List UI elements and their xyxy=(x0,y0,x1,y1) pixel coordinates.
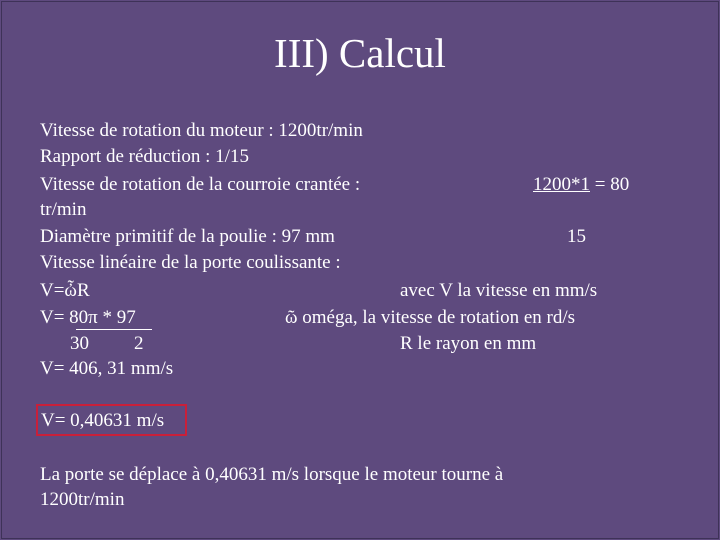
radius-note: R le rayon en mm xyxy=(400,333,537,354)
speed-denominator-b: 2 xyxy=(134,333,144,354)
speed-formula-note: avec V la vitesse en mm/s xyxy=(400,280,598,301)
speed-denominator-a: 30 xyxy=(70,333,89,354)
speed-formula: V=ὦR xyxy=(40,280,90,301)
belt-speed-line: Vitesse de rotation de la courroie crantée : xyxy=(40,174,361,195)
fraction-bar xyxy=(76,329,152,330)
belt-speed-denominator: 15 xyxy=(567,226,586,247)
belt-speed-result: = 80 xyxy=(590,174,630,195)
conclusion-line-2: 1200tr/min xyxy=(40,489,125,510)
speed-calculation: V= 80π * 97 xyxy=(40,307,136,328)
final-result: V= 0,40631 m/s xyxy=(41,410,165,431)
motor-speed-line: Vitesse de rotation du moteur : 1200tr/min xyxy=(40,120,363,141)
conclusion-line-1: La porte se déplace à 0,40631 m/s lorsque le moteur tourne à xyxy=(40,464,504,485)
slide-title: III) Calcul xyxy=(274,30,446,76)
belt-speed-formula xyxy=(533,174,629,196)
omega-note: ῶ oméga, la vitesse de rotation en rd/s xyxy=(285,307,576,328)
belt-speed-numerator: 1200*1 xyxy=(533,174,590,195)
linear-speed-line: Vitesse linéaire de la porte coulissante : xyxy=(40,252,341,273)
reduction-ratio-line: Rapport de réduction : 1/15 xyxy=(40,146,249,167)
pulley-diameter-line: Diamètre primitif de la poulie : 97 mm xyxy=(40,226,335,247)
belt-speed-unit: tr/min xyxy=(40,199,87,220)
speed-mm-result: V= 406, 31 mm/s xyxy=(40,358,174,379)
